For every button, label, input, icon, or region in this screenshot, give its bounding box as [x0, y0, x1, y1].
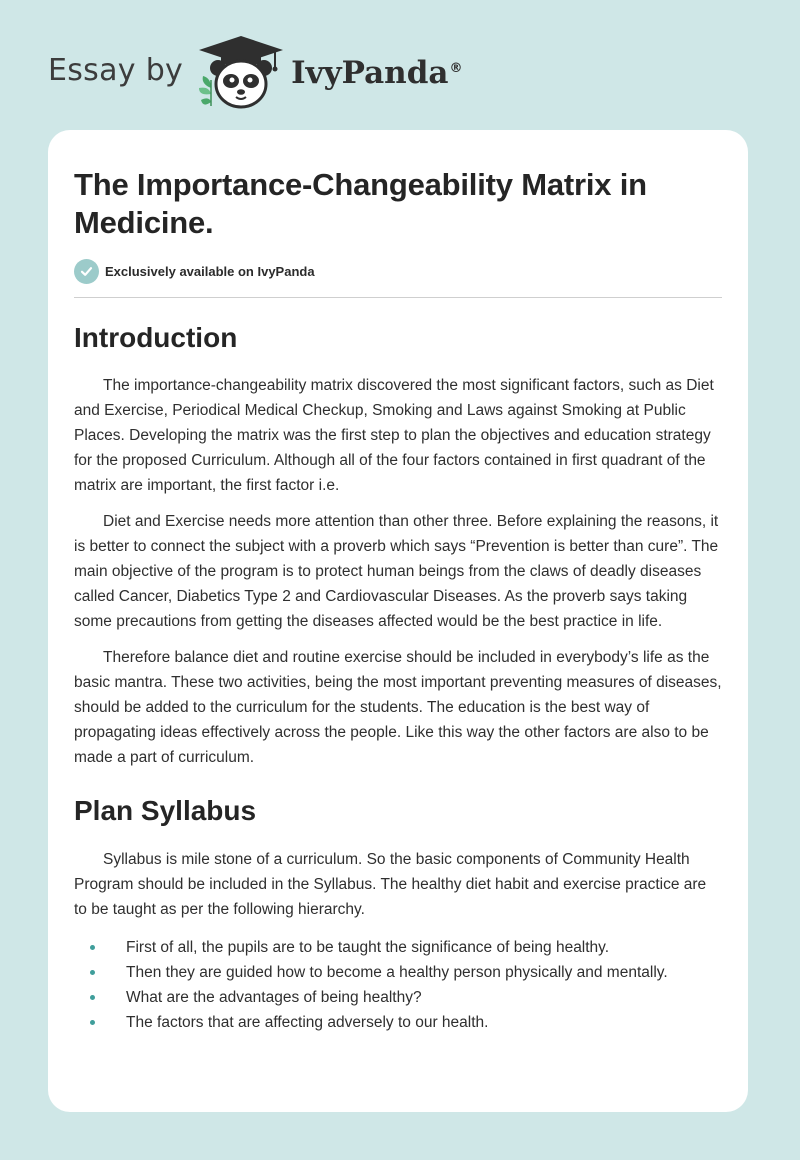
intro-paragraph-1: The importance-changeability matrix discovered the most significant factors, such as Diet and Exercise, Periodical Medical Checkup, Smoking and Laws against Smoking at Public Places. Developing the matrix was the first step to plan the objectives and education strategy for the proposed Curriculum. Although all of the four factors contained in first quadrant of the matrix are important, the first factor i.e. — [74, 377, 714, 494]
list-item: Then they are guided how to become a healthy person physically and mentally. — [74, 960, 722, 985]
list-item: First of all, the pupils are to be taught the significance of being healthy. — [74, 935, 722, 960]
checkmark-icon — [74, 259, 99, 284]
intro-paragraph-3: Therefore balance diet and routine exercise should be included in everybody’s life as the basic mantra. These two activities, being the most important preventing measures of diseases, should be added to the curriculum for the students. The education is the best way of propagating ideas effectively across the people. Like this way the other factors are also to be made a part of curriculum. — [74, 649, 722, 766]
bullet-dot-icon — [90, 945, 95, 950]
brand-header — [48, 34, 463, 110]
essay-title: The Importance-Changeability Matrix in Medicine. — [74, 167, 647, 240]
panda-logo-icon — [197, 34, 285, 110]
intro-paragraph-2: Diet and Exercise needs more attention than other three. Before explaining the reasons, it is better to connect the subject with a proverb which says “Prevention is better than cure”. The main objective of the program is to protect human beings from the claws of deadly diseases called Cancer, Diabetics Type 2 and Cardiovascular Diseases. As the proverb says taking some precautions from getting the diseases affected would be the best practice in life. — [74, 513, 719, 630]
brand-prefix: Essay by — [48, 52, 184, 88]
syllabus-bullet-list — [74, 935, 722, 1035]
essay-card — [48, 130, 748, 1112]
bullet-dot-icon — [90, 1020, 95, 1025]
bullet-dot-icon — [90, 995, 95, 1000]
brand-name: IvyPanda® — [291, 55, 463, 91]
bullet-dot-icon — [90, 970, 95, 975]
list-item: The factors that are affecting adversely to our health. — [74, 1010, 722, 1035]
registered-mark: ® — [449, 60, 463, 76]
exclusive-label: Exclusively available on IvyPanda — [105, 264, 315, 279]
plan-paragraph-1: Syllabus is mile stone of a curriculum. So the basic components of Community Health Program should be included in the Syllabus. The healthy diet habit and exercise practice are to be taught as per the following hierarchy. — [74, 851, 707, 918]
section-heading-plan-syllabus: Plan Syllabus — [74, 795, 257, 826]
list-item: What are the advantages of being healthy? — [74, 985, 722, 1010]
exclusive-badge-row — [74, 259, 722, 298]
section-heading-introduction: Introduction — [74, 322, 238, 353]
